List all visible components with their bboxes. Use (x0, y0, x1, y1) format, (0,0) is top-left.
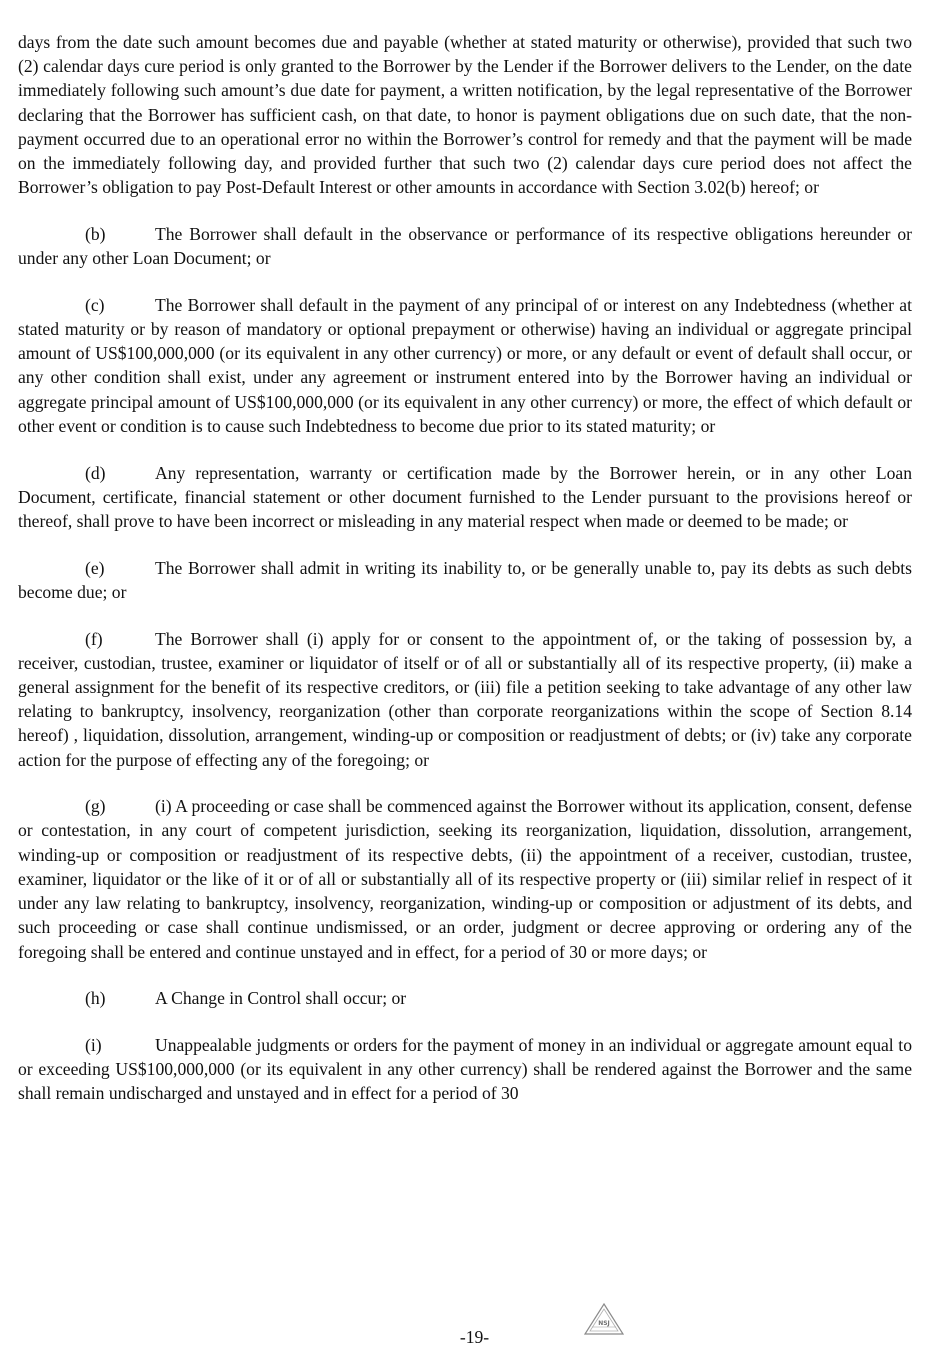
paragraph-label: (c) (85, 294, 105, 315)
paragraph-d (18, 461, 912, 534)
paragraph-text: The Borrower shall default in the payment of any principal of or interest on any Indebtedness (whether at stated maturity or by reason of mandatory or optional prepayment or otherwise) having an individual or aggregate principal amount of US$100,000,000 (or its equivalent in any other currency) or more, or any default or event of default shall occur, or any other condition shall exist, under any agreement or instrument entered into by the Borrower having an individual or aggregate principal amount of US$100,000,000 (or its equivalent in any other currency) or more, the effect of which default or other event or condition is to cause such Indebtedness to become due prior to its stated maturity; or (18, 294, 912, 436)
document-page (18, 30, 912, 1128)
paragraph-label: (h) (85, 988, 106, 1009)
seal-text: NSJ (598, 1320, 610, 1327)
paragraph-label: (f) (85, 628, 103, 649)
page-number: -19- (459, 1327, 490, 1347)
paragraph-h (18, 986, 912, 1010)
paragraph-text: The Borrower shall (i) apply for or consent to the appointment of, or the taking of possession by, a receiver, custodian, trustee, examiner or liquidator of itself or of all or substantially all of its respective property, (ii) make a general assignment for the benefit of its respective creditors, or (iii) file a petition seeking to take advantage of any other law relating to bankruptcy, insolvency, reorganization (other than corporate reorganizations within the scope of Section 8.14 hereof) , liquidation, dissolution, arrangement, winding-up or composition or readjustment of debts; or (iv) take any corporate action for the purpose of effecting any of the foregoing; or (18, 628, 912, 770)
paragraph-label: (g) (85, 796, 106, 817)
notary-seal-icon (583, 1302, 625, 1336)
paragraph-b (18, 222, 912, 270)
paragraph-i (18, 1033, 912, 1106)
paragraph-text: Unappealable judgments or orders for the payment of money in an individual or aggregate amount equal to or exceeding US$100,000,000 (or its equivalent in any other currency) shall be rendered against the Borrower and the same shall remain undischarged and unstayed and in effect for a period of 30 (18, 1034, 912, 1104)
paragraph-f (18, 627, 912, 772)
paragraph-text: A Change in Control shall occur; or (155, 988, 407, 1009)
paragraph-text: days from the date such amount becomes due and payable (whether at stated maturity or otherwise), provided that such two (2) calendar days cure period is only granted to the Borrower by the Lender if the Borrower delivers to the Lender, on the date immediately following such amount’s due date for payment, a written notification, by the legal representative of the Borrower declaring that the Borrower has sufficient cash, on that date, to honor is payment obligations due on such date, that the non-payment occurred due to an operational error no within the Borrower’s control for remedy and that the payment will be made on the immediately following day, and provided further that such two (2) calendar days cure period does not affect the Borrower’s obligation to pay Post-Default Interest or other amounts in accordance with Section 3.02(b) hereof; or (18, 32, 912, 198)
paragraph-c (18, 293, 912, 438)
paragraph-label: (i) (85, 1034, 102, 1055)
paragraph-text: The Borrower shall default in the observance or performance of its respective obligations hereunder or under any other Loan Document; or (18, 223, 912, 269)
paragraph-continuation (18, 30, 912, 199)
paragraph-text: Any representation, warranty or certification made by the Borrower herein, or in any other Loan Document, certificate, financial statement or other document furnished to the Lender pursuant to the provisions hereof or thereof, shall prove to have been incorrect or misleading in any material respect when made or deemed to be made; or (18, 462, 912, 531)
paragraph-text: The Borrower shall admit in writing its inability to, or be generally unable to, pay its debts as such debts become due; or (18, 557, 912, 602)
paragraph-e (18, 556, 912, 604)
paragraph-label: (e) (85, 557, 105, 578)
paragraph-g (18, 794, 912, 963)
paragraph-label: (b) (85, 223, 106, 244)
paragraph-text: (i) A proceeding or case shall be commenced against the Borrower without its application, consent, defense or contestation, in any court of competent jurisdiction, seeking its reorganization, liquidation, dissolution, arrangement, winding-up or composition or readjustment of its respective debts, (ii) the appointment of a receiver, custodian, trustee, examiner, liquidator or the like of it or of all or substantially all of its respective property or (iii) similar relief in respect of it under any law relating to bankruptcy, insolvency, reorganization, winding-up or composition or adjustment of its debts, and such proceeding or case shall continue undismissed, or an order, judgment or decree approving or ordering any of the foregoing shall be entered and continue unstayed and in effect, for a period of 30 or more days; or (18, 796, 912, 962)
paragraph-label: (d) (85, 462, 106, 483)
